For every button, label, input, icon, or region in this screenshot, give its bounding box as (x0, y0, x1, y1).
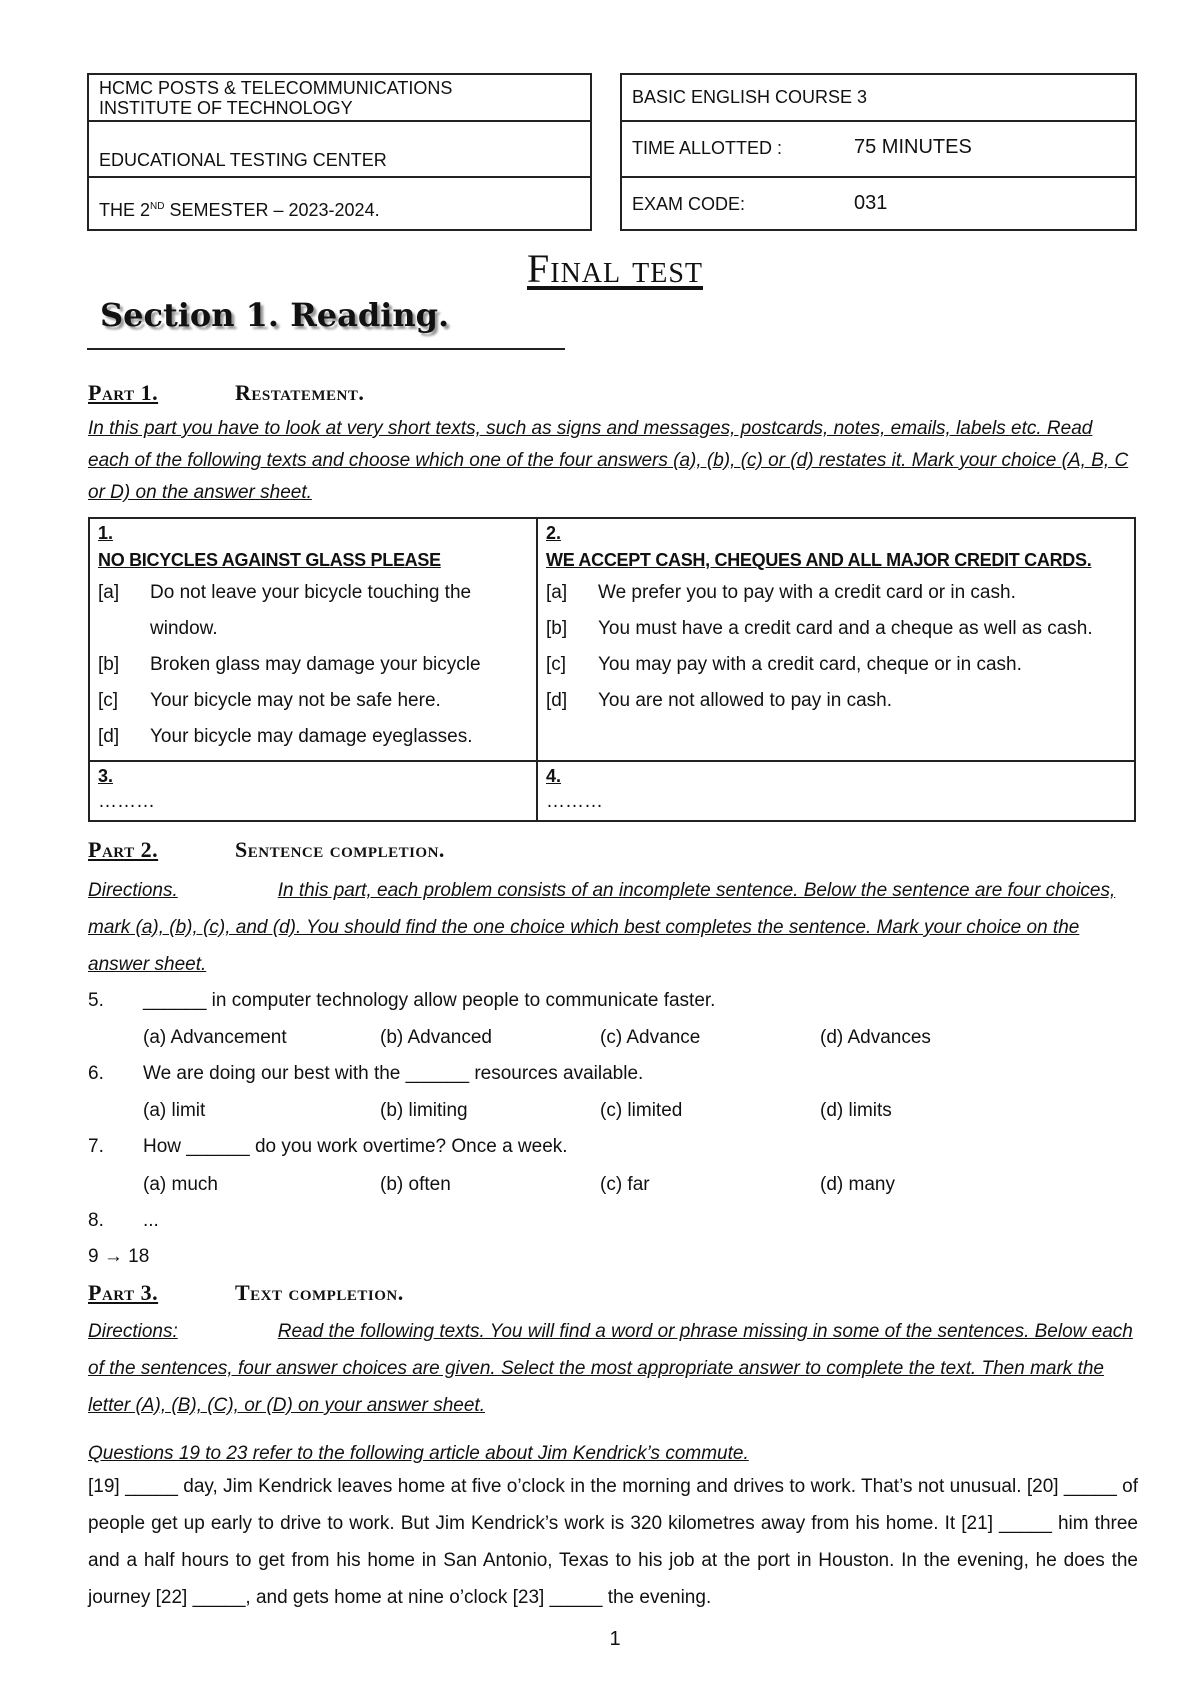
institute-line1: HCMC POSTS & TELECOMMUNICATIONS (99, 78, 453, 98)
page-number: 1 (609, 1628, 621, 1650)
question-4-text: ……… (546, 791, 603, 812)
part3-label: Part 3. (88, 1280, 159, 1305)
question-4-number: 4. (546, 766, 562, 786)
restatement-table (88, 517, 1136, 822)
question-range: 9 → 18 (88, 1246, 150, 1267)
part3-passage: [19] _____ day, Jim Kendrick leaves home at five o’clock in the morning and drives to work. That’s not unusual. [20] _____ of people get up early to drive to work. But Jim Kendrick’s work is 320 kilometres away from his home. It [21] _____ him three and a half hours to get from his home in San Antonio, Texas to his job at the port in Houston. In the evening, he does the journey [22] _____, and gets home at nine o’clock [23] _____ the evening. (88, 1476, 1138, 1608)
question-1-sign: NO BICYCLES AGAINST GLASS PLEASE (98, 550, 441, 570)
institute-row (89, 75, 590, 122)
question-3-cell (89, 761, 537, 821)
q1-option-c: [c] Your bicycle may not be safe here. (98, 690, 441, 711)
q2-option-b: [b] You must have a credit card and a cheque as well as cash. (546, 618, 1093, 639)
part2-directions: Directions. In this part, each problem consists of an incomplete sentence. Below the sentence are four choices, mark (a), (b), (c), and (d). You should find the one choice which best completes the sentence. Mark your choice on the answer sheet. (88, 880, 1116, 975)
testing-center: EDUCATIONAL TESTING CENTER (99, 150, 387, 170)
part1-directions: In this part you have to look at very short texts, such as signs and messages, postcards, notes, emails, labels etc. Read each of the following texts and choose which one of the four answers (a), (b), (c) or (d) restates it. Mark your choice (A, B, C or D) on the answer sheet. (88, 418, 1129, 503)
q2-option-a: [a] We prefer you to pay with a credit card or in cash. (546, 582, 1016, 603)
question-2-number: 2. (546, 523, 562, 543)
part2-title: Sentence completion. (235, 837, 445, 862)
q2-option-c: [c] You may pay with a credit card, cheque or in cash. (546, 654, 1022, 675)
time-value: 75 MINUTES (854, 136, 972, 158)
semester-text: THE 2ND SEMESTER – 2023-2024. (99, 200, 380, 220)
q1-option-a: [a] Do not leave your bicycle touching the window. (98, 582, 472, 639)
part3-directions: Directions: Read the following texts. You will find a word or phrase missing in some of the sentences. Below each of the sentences, four answer choices are given. Select the most appropriate answer to complete the text. Then mark the letter (A), (B), (C), or (D) on your answer sheet. (88, 1321, 1133, 1416)
semester-row (89, 178, 590, 229)
center-row (89, 122, 590, 178)
code-label: EXAM CODE: (632, 194, 746, 214)
part2-heading (88, 837, 445, 863)
header-left-box (87, 73, 592, 231)
time-row (622, 122, 1135, 178)
question-2-cell (537, 518, 1135, 761)
q1-option-b: [b] Broken glass may damage your bicycle (98, 654, 481, 675)
part1-heading (88, 380, 365, 406)
question-3-text: ……… (98, 791, 155, 812)
code-row (622, 178, 1135, 229)
part3-title: Text completion. (235, 1280, 404, 1305)
question-3-number: 3. (98, 766, 114, 786)
part3-questions-heading: Questions 19 to 23 refer to the following article about Jim Kendrick’s commute. (88, 1443, 749, 1464)
page-title: Final test (527, 246, 703, 291)
part2-label: Part 2. (88, 837, 159, 862)
course-name: BASIC ENGLISH COURSE 3 (632, 87, 868, 107)
time-label: TIME ALLOTTED : (632, 138, 783, 158)
header-right-box (620, 73, 1137, 231)
q2-option-d: [d] You are not allowed to pay in cash. (546, 690, 892, 711)
question-1-cell (89, 518, 537, 761)
code-value: 031 (854, 192, 888, 214)
part1-label: Part 1. (88, 380, 159, 405)
section-title: Section 1. Reading. (100, 296, 450, 334)
course-row (622, 75, 1135, 122)
question-2-sign: WE ACCEPT CASH, CHEQUES AND ALL MAJOR CREDIT CARDS. (546, 550, 1092, 570)
part3-heading (88, 1280, 404, 1306)
section-underline (87, 348, 565, 350)
part1-title: Restatement. (235, 380, 365, 405)
institute-line2: INSTITUTE OF TECHNOLOGY (99, 98, 353, 118)
question-1-number: 1. (98, 523, 114, 543)
q1-option-d: [d] Your bicycle may damage eyeglasses. (98, 726, 473, 747)
question-4-cell (537, 761, 1135, 821)
